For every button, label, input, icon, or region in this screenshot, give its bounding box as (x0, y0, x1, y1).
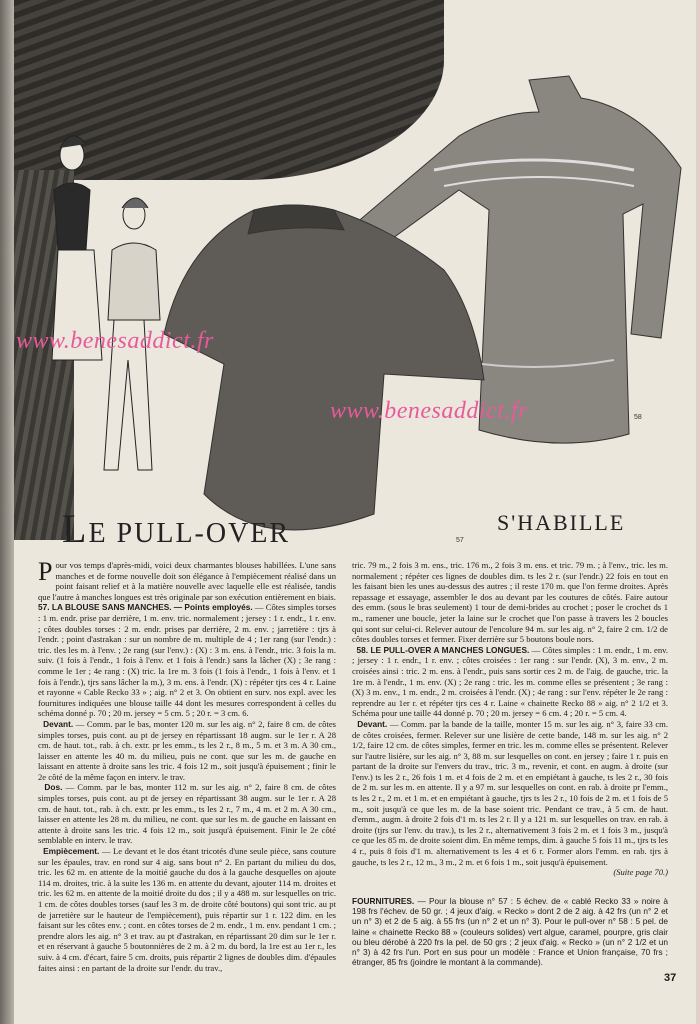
points-label: — Points employés. (173, 602, 253, 613)
fournitures-text: — Pour la blouse n° 57 : 5 échev. de « cablé Recko 33 » noire à 198 frs l'échev. de 50 gr. ; 4 jeux d'aig. « Recko » dont 2 de 2 aig. à 42 frs (un n° 2 et un n° 3) et 2 de 5 aig. à 55 frs (un n° 2 et un n° 3). Pour le pull-over n° 58 : 5 pel. de laine « chainette Recko 88 » (couleurs solides) vert algue, caramel, pourpre, gris clair ou bleu dérobé à 220 frs la pel. de 50 grs ; 2 jeux d'aig. « Recko » (un n° 2 1/2 et un n° 3) à 42 frs l'un. Port en sus pour un modèle : France et Union française, 70 frs ; étranger, 85 frs (joindre le montant à la commande). (352, 896, 669, 968)
sweater-illustration (14, 60, 694, 560)
dos-57-text: — Comm. par le bas, monter 112 m. sur les aig. n° 2, faire 8 cm. de côtes simples torses, puis cont. au pt de jersey en répartissant 38 augm. sur le 1er r. A 28 cm. de haut. tot., rab. à ch. extr. pr les emm., ts les 2 r., 7 m., 4 m. et 2 m. A 30 cm., laisser en attente les 28 m. du milieu, ne cont. que sur les m. de gauche en laissant en attente à droite sans les tric. 4 fois 12 m., soit jusqu'à épuisement. Finir le 2e côté semblable en interv. le trav. (38, 782, 336, 846)
figure-label-58: 58 (634, 414, 642, 421)
title-rest: E PULL-OVER (88, 518, 291, 549)
fashion-figures (52, 136, 160, 470)
section-57 (38, 602, 336, 719)
devant-58-text: — Comm. par la bande de la taille, monter 15 m. sur les aig. n° 3, faire 33 cm. de côtes croisées, fermer. Relever sur une lisière de cette bande, 148 m. sur les aig. n° 2 1/2, faire 12 cm. de côtes simples, fermer en tric. les m. comme elles se présentent. Relever sur l'autre lisière, sur les aig. n° 3, 88 m. sur lesquelles on cont. en jersey ; faire 1 r. puis en partant de la droite sur l'envers du trav., tric. 3 m., revenir, et cont. en augm. à droite (sur l'env.) ts les 2 r., 26 fois 1 m. et 4 fois de 2 m. et en empiétant à gauche, ts les 2 r., 30 fois de 2 m. sur les m. en attente. Il y a 97 m. sur lesquelles on cont. en rab. à droite pr l'emm., ts les 2 r., 2 m. et 1 m. et en empiétant à gauche, tjrs ts les 2 r., 10 fois de 2 m. et 1 fois de 5 m., soit jusqu'à ce que les m. de la base soient tric. Pendant ce trav., à 5 cm. de haut. d'emm., augm. à droite 2 fois d'1 m. ts les 2 r. Il y a 121 m. sur lesquelles on trav. en rab. à droite (tjrs sur l'env. du trav.), ts les 2 r., alternativement 3 fois 2 m. et 1 fois 3 m., jusqu'à ce que les 85 m. de droite soient dim. En même temps, dim. à gauche 5 fois 11 m., tjrs ts les 4 r., puis 8 fois d'1 m. alternativement ts les 4 et 6 r. Former alors l'emm. en rab. tjrs à gauche, ts les 2 r., 12 m., 3 m., 2 m. et 6 fois 1 m., soit jusqu'à épuisement. (352, 718, 668, 867)
fournitures-label: FOURNITURES. (352, 896, 415, 906)
figure-label-57: 57 (456, 537, 464, 544)
section-58 (352, 645, 668, 719)
title-initial: L (62, 506, 89, 551)
blouse-57 (164, 205, 484, 530)
fournitures-block (352, 896, 668, 967)
devant-57-text: — Comm. par le bas, monter 120 m. sur les aig. n° 2, faire 8 cm. de côtes simples torses, puis cont. au pt de jersey en répartissant 18 augm. sur le 1er r. A 28 cm. de haut. tot., rab. à ch. extr. pr les emm., ts les 2 r., 8 m., 5 m. et 3 m. A 30 cm., laisser en attente les 40 m. du milieu, puis ne cont. que sur les m. de gauche en laissant en attente à droite sans les tric. 4 fois 12 m., soit jusqu'à épuisement ; finir le 2e côté de la même façon en interv. le trav. (38, 718, 336, 782)
intro-text: our vos temps d'après-midi, voici deux charmantes blouses habillées. L'une sans manches et de forme nouvelle doit son élégance à l'empiècement réalisé dans un point faisant relief et à la matière nouvelle avec laquelle elle est réalisée, tandis que l'autre à manches longues est très originale par son exécution entièrement en biais. (38, 560, 336, 602)
intro-paragraph (38, 557, 336, 602)
devant-label: Devant. (43, 718, 74, 729)
title-right: S'HABILLE (497, 510, 626, 535)
watermark-1: www.benesaddict.fr (16, 328, 214, 354)
devant-58-label: Devant. (357, 718, 388, 729)
devant-57-paragraph (38, 719, 336, 783)
empiecement-57-text: — Le devant et le dos étant tricotés d'une seule pièce, sans couture sur les épaules, trav. en rond sur 4 aig. sans bout n° 2. En partant du milieu du dos, tric. les 62 m. en attente de la moitié gauche du dos à la gauche desquelles on ajoute 114 m. droites, tric. à la suite les 136 m. en attente du devant, ajouter 114 m. droites et tric. les 62 m. en attente de la moitié droite du dos ; il y a 488 m. sur lesquelles on tric. 1 cm. de côtes doubles torses (sauf les 3 m. de droite côté boutons) qui sont tric. au pt de jarretière sur le hauteur de l'empiècement), puis répartir sur 1 r. 122 dim. en les faisant sur les côtes env. ; cont. en côtes torses de 2 m. endr., 1 m. env. pendant 1 cm. ; prendre alors les aig. n° 3 et trav. au pt d'astrakan, en répartissant 20 dim sur le 1er r. et en réservant à gauche 5 boutonnières de 2 m. à 2 m. du bord, la 1re est au 1er r., les suiv. à 4 cm. d'écart, faire 5 cm. droits, puis répartir 2 lignes de doubles dim. d'épaules faites ainsi : en partant de la droite sur l'endr. du trav., (38, 846, 336, 973)
watermark-2: www.benesaddict.fr (330, 398, 528, 424)
devant-58-paragraph (352, 719, 668, 867)
text-column-right (352, 560, 668, 878)
dos-57-paragraph (38, 782, 336, 846)
dos-label: Dos. (44, 782, 63, 793)
page-number: 37 (664, 972, 677, 984)
title-left (62, 505, 290, 552)
text-column-left (38, 557, 336, 973)
section-58-heading: 58. LE PULL-OVER A MANCHES LONGUES. (356, 644, 530, 655)
page-spine (0, 0, 14, 1024)
continued-note: (Suite page 70.) (613, 867, 668, 878)
emp-57-paragraph (38, 846, 336, 973)
intro-dropcap: P (38, 557, 53, 586)
section-58-points: — Côtes simples : 1 m. endr., 1 m. env. ; jersey : 1 r. endr., 1 r. env. ; côtes croisées : 1er rang : sur l'endr. (X), 3 m. env., 2 m. croisées ainsi : tric. 2 m. ens. à l'endr., puis sans sortir ces 2 m. de l'aig. de gauche, tric. la 1re m. à l'endr., 1 m. env. (X) ; 2e rang : tric. les m. comme elles se présentent ; 3e rang : (X) 3 m. env., 1 m. endr., 2 m. croisées à l'endr. (X) ; 4e rang : sur l'env. répéter le 2e rang : reprendre au 1er r. et répéter tjrs ces 4 r. Laine « chainette Recko 88 » aig. n° 2 1/2 et 3. Schéma pour une taille 44 donné p. 70 ; 20 m. jersey = 6 cm. 4 ; 20 r. = 5 cm. 4. (352, 644, 668, 719)
empiecement-label: Empiècement. (43, 846, 100, 857)
section-57-heading: 57. LA BLOUSE SANS MANCHES. (38, 602, 172, 613)
section-57-points: — Côtes simples torses : 1 m. endr. prise par derrière, 1 m. env. tric. normalement ; jersey : 1 r. endr., 1 r. env. ; côtes doubles torses : 2 m. endr. prises par derrière, 2 m. env. ; jarretière : tjrs à l'endr. ; point d'astrakan : sur un nombre de m. multiple de 4 ; 1er rang (sur l'endr.) : tric. tles les m. à l'env. ; 2e rang (sur l'env.) : (X) : 3 m. ens. à l'endr., tric. 3 fois la m. suiv. (1 fois à l'endr., 1 fois à l'env. et 1 fois à l'endr.) sans la lâcher (X) ; 3e rang : comme le 1er ; 4e rang : (X) tric. la 1re m. 3 fois (1 fois à l'endr., 1 fois à l'env. et 1 fois à l'endr.), tjrs sans lâcher la m.), 3 m. ens. à l'endr. (X) : répéter tjrs ces 4 r. Laine et rayonne « Cable Recko 33 » ; aig. n° 2 et 3. On obtient en surv. nos expl. avec les fournitures indiquées une blouse taille 44 dont les mesures correspondent à celles du schéma donné p. 70 ; 20 m. jersey = 5 cm. 5 ; 20 r. = 3 cm. 6. (38, 602, 336, 719)
col2-continuation: tric. 79 m., 2 fois 3 m. ens., tric. 176 m., 2 fois 3 m. ens. et tric. 79 m. ; à l'env., tric. les m. normalement ; répéter ces lignes de doubles dim. ts les 2 r. (sur l'endr.) 22 fois en tout en les faisant bien les unes au-dessus des autres ; il reste 170 m. que l'on ferme droites. Après repassage et essayage, assembler le dos au devant par les coutures de côtés. Faire autour des emm. (sous le bras seulement) 1 tour de demi-brides au crochet ; poser le crochet ds 1 m., ramener une boucle, jeter la laine sur le crochet que l'on passe à travers les 2 boucles qui sont sur celui-ci. Relever autour de l'encolure 94 m. sur les aig. n° 2, faire 2 cm. 1/2 de côtes doubles torses et fermer. Fixer derrière sur 5 boutons boule nors. (352, 560, 668, 645)
